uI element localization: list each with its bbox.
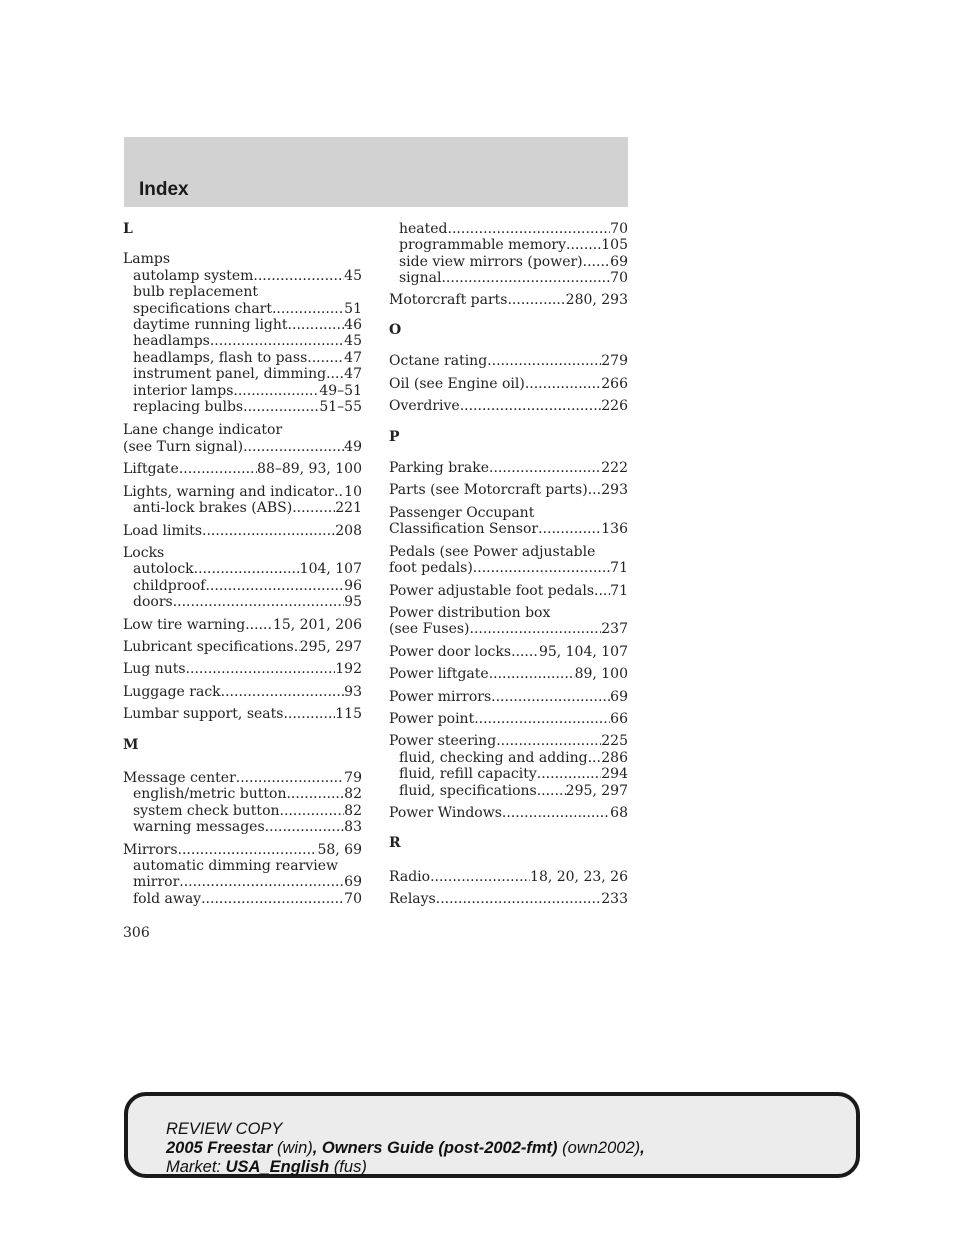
index-subentry-line — [389, 254, 628, 270]
dot-leader — [243, 399, 319, 415]
entry-term: Power Windows — [389, 804, 502, 821]
index-entry-line — [389, 292, 628, 308]
page-reference: 89, 100 — [574, 666, 628, 683]
index-entry — [389, 353, 628, 369]
index-entry-line — [389, 505, 628, 521]
entry-term: replacing bulbs — [133, 399, 244, 416]
entry-term: Locks — [123, 544, 165, 561]
page-reference: 88–89, 93, 100 — [257, 461, 362, 478]
index-entry-line — [389, 644, 628, 660]
page-reference: 82 — [344, 786, 362, 803]
dot-leader — [334, 484, 344, 500]
dot-leader — [474, 711, 610, 727]
index-entry — [389, 605, 628, 638]
dot-leader — [236, 770, 344, 786]
entry-term: Relays — [389, 891, 436, 908]
index-entry — [123, 461, 362, 477]
entry-term: Octane rating — [389, 353, 488, 370]
index-entry — [123, 484, 362, 517]
entry-term: Radio — [389, 868, 431, 885]
index-subentry-line — [123, 333, 362, 349]
entry-term: Message center — [123, 769, 236, 786]
index-entry — [389, 544, 628, 577]
index-entry-line — [123, 617, 362, 633]
dot-leader — [286, 786, 344, 802]
index-subentry-line — [389, 766, 628, 782]
page-reference: 295, 297 — [299, 638, 362, 655]
index-entry-line — [389, 353, 628, 369]
entry-term: Parking brake — [389, 460, 489, 477]
index-column-right — [389, 221, 628, 914]
index-header-bar — [124, 137, 628, 207]
page-reference: 69 — [610, 688, 628, 705]
page-reference: 93 — [344, 683, 362, 700]
page-reference: 45 — [344, 267, 362, 284]
index-entry-line — [389, 891, 628, 907]
index-entry — [123, 617, 362, 633]
entry-term: fluid, specifications — [399, 782, 537, 799]
index-entry — [389, 666, 628, 682]
dot-leader — [221, 684, 345, 700]
page-reference: 82 — [344, 802, 362, 819]
dot-leader — [594, 583, 610, 599]
dot-leader — [245, 617, 273, 633]
page-reference: 115 — [335, 706, 362, 723]
page-reference: 294 — [601, 766, 628, 783]
index-subentry-line — [389, 750, 628, 766]
page-reference: 95, 104, 107 — [538, 643, 628, 660]
dot-leader — [537, 783, 566, 799]
entry-term: heated — [399, 221, 448, 237]
index-section-letter: P — [389, 428, 400, 445]
index-entry — [123, 842, 362, 908]
page-reference: 280, 293 — [565, 291, 628, 308]
index-entry — [389, 398, 628, 414]
dot-leader — [243, 439, 344, 455]
dot-leader — [173, 594, 344, 610]
page-reference: 266 — [601, 375, 628, 392]
dot-leader — [441, 270, 610, 286]
page-reference: 237 — [601, 621, 628, 638]
index-subentry-line — [389, 221, 628, 237]
entry-term: Lubricant specifications — [123, 638, 294, 655]
dot-leader — [525, 376, 601, 392]
index-section-letter: R — [389, 835, 401, 852]
dot-leader — [178, 842, 318, 858]
entry-term: Liftgate — [123, 461, 179, 478]
entry-term: Power door locks — [389, 643, 512, 660]
entry-term: mirror — [133, 874, 180, 891]
entry-term: autolock — [133, 561, 194, 578]
index-subentry-line — [123, 803, 362, 819]
page-reference: 192 — [335, 661, 362, 678]
review-copy-footer — [124, 1092, 860, 1178]
entry-term: Pedals (see Power adjustable — [389, 543, 596, 560]
dot-leader — [538, 521, 601, 537]
market-name: USA_English — [225, 1158, 330, 1176]
page-reference: 70 — [610, 221, 628, 237]
page-reference: 225 — [601, 733, 628, 750]
dot-leader — [507, 292, 565, 308]
index-entry-line — [123, 484, 362, 500]
index-subentry-line — [389, 237, 628, 253]
entry-term: Lug nuts — [123, 661, 186, 678]
index-entry — [389, 891, 628, 907]
page-reference: 68 — [610, 804, 628, 821]
page-reference: 51 — [344, 300, 362, 317]
page-title: Index — [139, 179, 189, 200]
market-code: (fus) — [333, 1158, 367, 1176]
entry-term: Power point — [389, 710, 475, 727]
market-label: Market: — [166, 1158, 222, 1176]
page-reference: 47 — [344, 366, 362, 383]
index-subentry-line — [123, 819, 362, 835]
comma: , — [640, 1139, 645, 1157]
index-entry — [389, 482, 628, 498]
entry-term: instrument panel, dimming — [133, 366, 327, 383]
page-reference: 10 — [344, 483, 362, 500]
page-reference: 79 — [344, 769, 362, 786]
page-reference: 221 — [335, 500, 362, 517]
index-entry — [123, 639, 362, 655]
index-subentry-line — [123, 891, 362, 907]
index-subentry-line — [123, 366, 362, 382]
dot-leader — [307, 350, 344, 366]
index-entry-line — [123, 661, 362, 677]
page-reference: 49–51 — [319, 382, 362, 399]
index-entry-line — [123, 545, 362, 561]
index-entry-line — [389, 376, 628, 392]
index-subentry-line — [123, 500, 362, 516]
entry-term: bulb replacement — [133, 284, 258, 301]
index-entry-line — [389, 544, 628, 560]
page-reference: 71 — [610, 582, 628, 599]
page-reference: 71 — [610, 560, 628, 577]
page-reference: 51–55 — [319, 399, 362, 416]
entry-term: system check button — [133, 802, 280, 819]
entry-term: Oil (see Engine oil) — [389, 375, 525, 392]
index-entry-line — [123, 639, 362, 655]
index-subentry-line — [123, 874, 362, 890]
index-column-left — [123, 221, 362, 913]
entry-term: side view mirrors (power) — [399, 253, 583, 270]
entry-term: fluid, refill capacity — [399, 766, 537, 783]
entry-term: Lamps — [123, 251, 171, 268]
entry-term: Classification Sensor — [389, 521, 539, 538]
dot-leader — [491, 689, 610, 705]
index-entry — [389, 711, 628, 727]
index-entry-line — [123, 523, 362, 539]
index-entry-line — [123, 461, 362, 477]
page-reference: 295, 297 — [565, 782, 628, 799]
dot-leader — [487, 353, 601, 369]
market-line — [166, 1158, 645, 1177]
index-subentry-line — [123, 561, 362, 577]
index-entry — [123, 684, 362, 700]
dot-leader — [470, 621, 602, 637]
entry-term: Power steering — [389, 733, 497, 750]
page-reference: 222 — [601, 460, 628, 477]
index-subentry-line — [123, 594, 362, 610]
dot-leader — [283, 706, 335, 722]
index-entry — [123, 661, 362, 677]
index-subentry-line — [123, 786, 362, 802]
page-reference: 226 — [601, 398, 628, 415]
entry-term: english/metric button — [133, 786, 287, 803]
index-entry — [389, 644, 628, 660]
index-section-letter: M — [123, 736, 139, 753]
entry-term: Lane change indicator — [123, 422, 283, 439]
page-reference: 70 — [344, 890, 362, 907]
page-reference: 46 — [344, 317, 362, 334]
index-entry — [123, 770, 362, 836]
page-reference: 95 — [344, 594, 362, 611]
dot-leader — [253, 268, 344, 284]
dot-leader — [280, 803, 345, 819]
page-reference: 279 — [601, 353, 628, 370]
dot-leader — [496, 733, 601, 749]
index-section-letter: O — [389, 322, 402, 339]
page-reference: 18, 20, 23, 26 — [530, 868, 628, 885]
entry-term: Lumbar support, seats — [123, 706, 284, 723]
entry-term: Power adjustable foot pedals — [389, 582, 595, 599]
entry-term: headlamps — [133, 333, 210, 350]
index-entry-line — [123, 422, 362, 438]
entry-term: childproof — [133, 577, 206, 594]
dot-leader — [272, 301, 344, 317]
entry-term: (see Fuses) — [389, 621, 470, 638]
dot-leader — [460, 398, 602, 414]
index-entry-line — [123, 439, 362, 455]
index-entry — [389, 805, 628, 821]
dot-leader — [436, 891, 602, 907]
index-entry — [389, 733, 628, 799]
index-entry — [389, 292, 628, 308]
index-entry-line — [389, 460, 628, 476]
entry-term: specifications chart — [133, 300, 272, 317]
dot-leader — [201, 891, 344, 907]
index-entry — [123, 422, 362, 455]
index-entry — [389, 376, 628, 392]
entry-term: fluid, checking and adding — [399, 749, 588, 766]
dot-leader — [588, 750, 602, 766]
index-entry — [123, 523, 362, 539]
index-subentry-line — [123, 383, 362, 399]
entry-term: Load limits — [123, 522, 203, 539]
guide-code: (own2002) — [562, 1139, 641, 1157]
index-entry — [389, 505, 628, 538]
index-subentry-line — [389, 783, 628, 799]
entry-term: Parts (see Motorcraft parts) — [389, 482, 588, 499]
entry-term: Mirrors — [123, 841, 178, 858]
dot-leader — [537, 766, 602, 782]
document-info-line — [166, 1139, 645, 1158]
index-subentry-line — [123, 317, 362, 333]
entry-term: anti-lock brakes (ABS) — [133, 500, 293, 517]
index-entry-line — [123, 706, 362, 722]
dot-leader — [186, 661, 336, 677]
entry-term: foot pedals) — [389, 560, 473, 577]
page-reference: 105 — [601, 237, 628, 254]
index-subentry-line — [123, 578, 362, 594]
index-subentry-line — [123, 399, 362, 415]
index-entry — [389, 583, 628, 599]
entry-term: interior lamps — [133, 382, 234, 399]
dot-leader — [326, 366, 344, 382]
index-entry-line — [123, 770, 362, 786]
index-section-letter: L — [123, 221, 133, 237]
entry-term: daytime running light — [133, 317, 288, 334]
entry-term: Overdrive — [389, 398, 460, 415]
entry-term: signal — [399, 270, 442, 287]
index-entry-line — [389, 711, 628, 727]
model-code: (win) — [277, 1139, 313, 1157]
model-name: 2005 Freestar — [166, 1139, 273, 1157]
index-entry-line — [389, 689, 628, 705]
page-reference: 286 — [601, 749, 628, 766]
dot-leader — [489, 460, 601, 476]
dot-leader — [566, 237, 601, 253]
index-subentry-line — [123, 301, 362, 317]
index-entry-line — [389, 733, 628, 749]
index-entry — [389, 689, 628, 705]
dot-leader — [292, 500, 335, 516]
dot-leader — [511, 644, 539, 660]
dot-leader — [489, 666, 575, 682]
dot-leader — [430, 869, 530, 885]
entry-term: autolamp system — [133, 267, 254, 284]
index-entry — [123, 706, 362, 722]
entry-term: Motorcraft parts — [389, 291, 508, 308]
dot-leader — [205, 578, 344, 594]
dot-leader — [233, 383, 319, 399]
index-subentry-line — [123, 858, 362, 874]
dot-leader — [288, 317, 345, 333]
page-reference: 15, 201, 206 — [272, 616, 362, 633]
page-reference: 136 — [601, 521, 628, 538]
dot-leader — [194, 561, 300, 577]
dot-leader — [583, 254, 611, 270]
index-entry-line — [389, 805, 628, 821]
dot-leader — [179, 874, 344, 890]
entry-term: automatic dimming rearview — [133, 858, 339, 874]
footer-text — [166, 1120, 645, 1177]
dot-leader — [588, 482, 602, 498]
index-entry-line — [389, 869, 628, 885]
entry-term: Power mirrors — [389, 688, 492, 705]
page-reference: 70 — [610, 270, 628, 287]
index-entry — [389, 221, 628, 287]
index-subentry-line — [123, 350, 362, 366]
page-reference: 96 — [344, 577, 362, 594]
index-entry-line — [123, 251, 362, 267]
entry-term: doors — [133, 594, 173, 611]
dot-leader — [502, 805, 610, 821]
page-reference: 208 — [335, 522, 362, 539]
index-entry-line — [389, 621, 628, 637]
entry-term: (see Turn signal) — [123, 438, 244, 455]
dot-leader — [265, 819, 345, 835]
index-subentry-line — [389, 270, 628, 286]
page-reference: 233 — [601, 891, 628, 908]
index-entry-line — [389, 560, 628, 576]
entry-term: Low tire warning — [123, 616, 246, 633]
page-reference: 58, 69 — [317, 841, 362, 858]
index-entry-line — [389, 521, 628, 537]
entry-term: Passenger Occupant — [389, 504, 535, 521]
entry-term: headlamps, flash to pass — [133, 349, 308, 366]
index-subentry-line — [123, 268, 362, 284]
entry-term: Lights, warning and indicator — [123, 483, 335, 500]
page-reference: 293 — [601, 482, 628, 499]
index-entry — [389, 869, 628, 885]
index-entry-line — [389, 398, 628, 414]
page-reference: 45 — [344, 333, 362, 350]
page-reference: 66 — [610, 710, 628, 727]
dot-leader — [210, 333, 344, 349]
index-entry — [123, 251, 362, 415]
dot-leader — [473, 560, 610, 576]
index-subentry-line — [123, 284, 362, 300]
page-reference: 69 — [610, 253, 628, 270]
entry-term: fold away — [133, 890, 202, 907]
dot-leader — [202, 523, 335, 539]
entry-term: Power distribution box — [389, 604, 551, 621]
index-entry-line — [389, 583, 628, 599]
index-entry-line — [123, 842, 362, 858]
entry-term: Luggage rack — [123, 683, 221, 700]
page-reference: 104, 107 — [299, 561, 362, 578]
page-reference: 47 — [344, 349, 362, 366]
index-entry-line — [389, 482, 628, 498]
guide-name: , Owners Guide (post-2002-fmt) — [312, 1139, 558, 1157]
page-reference: 69 — [344, 874, 362, 891]
index-entry-line — [123, 684, 362, 700]
page-number: 306 — [123, 925, 150, 941]
dot-leader — [448, 221, 611, 237]
review-copy-label: REVIEW COPY — [166, 1120, 283, 1138]
index-entry-line — [389, 605, 628, 621]
page-reference: 83 — [344, 819, 362, 836]
index-entry — [389, 460, 628, 476]
entry-term: programmable memory — [399, 237, 567, 254]
index-entry-line — [389, 666, 628, 682]
entry-term: Power liftgate — [389, 666, 489, 683]
entry-term: warning messages — [133, 819, 265, 836]
page-reference: 49 — [344, 438, 362, 455]
index-entry — [123, 545, 362, 611]
dot-leader — [179, 461, 257, 477]
